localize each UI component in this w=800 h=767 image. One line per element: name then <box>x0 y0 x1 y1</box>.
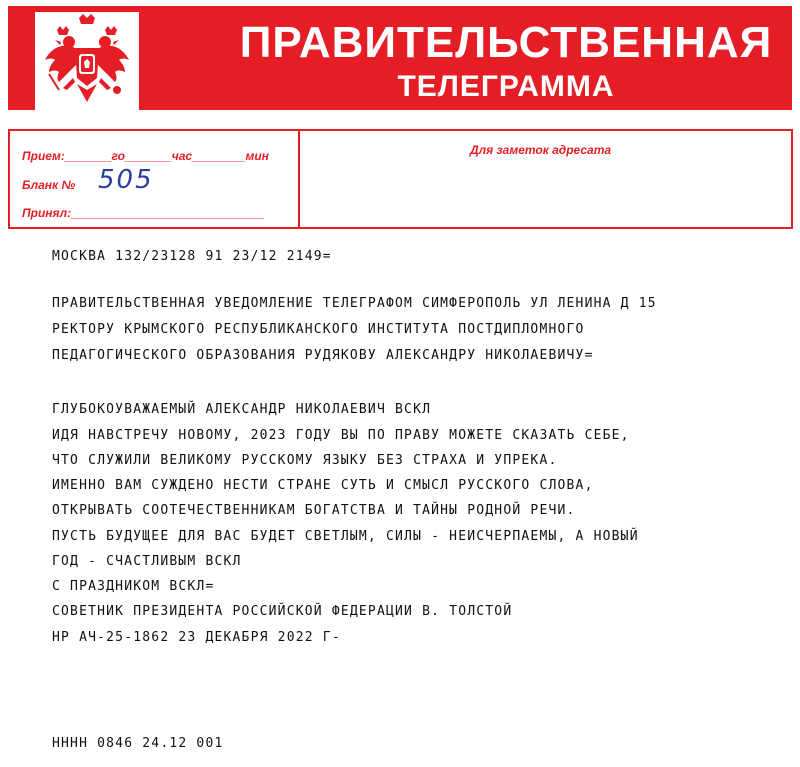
recipient-notes-label: Для заметок адресата <box>470 143 612 157</box>
telegram-body-line: ИДЯ НАВСТРЕЧУ НОВОМУ, 2023 ГОДУ ВЫ ПО ПРАВУ МОЖЕТЕ СКАЗАТЬ СЕБЕ, <box>52 428 630 443</box>
telegram-header <box>8 6 792 110</box>
telegram-title: ПРАВИТЕЛЬСТВЕННАЯ <box>239 18 773 67</box>
telegram-signature-line: СОВЕТНИК ПРЕЗИДЕНТА РОССИЙСКОЙ ФЕДЕРАЦИИ В. ТОЛСТОЙ <box>52 604 513 619</box>
blank-number-value: 505 <box>98 165 154 195</box>
double-headed-eagle-icon <box>35 12 139 110</box>
telegram-body-line: ПУСТЬ БУДУЩЕЕ ДЛЯ ВАС БУДЕТ СВЕТЛЫМ, СИЛЫ - НЕИСЧЕРПАЕМЫ, А НОВЫЙ <box>52 529 639 544</box>
telegram-service-footer: НННН 0846 24.12 001 <box>52 736 224 751</box>
blank-number-label: Бланк № <box>22 178 76 192</box>
telegram-body-line: С ПРАЗДНИКОМ ВСКЛ= <box>52 579 215 594</box>
telegram-body-line: ИМЕННО ВАМ СУЖДЕНО НЕСТИ СТРАНЕ СУТЬ И СМЫСЛ РУССКОГО СЛОВА, <box>52 478 594 493</box>
accepted-by-field: Принял:_____________________________ <box>22 206 265 220</box>
telegram-body-line: ГОД - СЧАСТЛИВЫМ ВСКЛ <box>52 554 242 569</box>
telegram-body-line: ОТКРЫВАТЬ СООТЕЧЕСТВЕННИКАМ БОГАТСТВА И ТАЙНЫ РОДНОЙ РЕЧИ. <box>52 503 576 518</box>
telegram-address-line: ПЕДАГОГИЧЕСКОГО ОБРАЗОВАНИЯ РУДЯКОВУ АЛЕКСАНДРУ НИКОЛАЕВИЧУ= <box>52 348 594 363</box>
telegram-reference-line: НР АЧ-25-1862 23 ДЕКАБРЯ 2022 Г- <box>52 630 341 645</box>
reception-form <box>8 129 793 229</box>
telegram-body-line: ГЛУБОКОУВАЖАЕМЫЙ АЛЕКСАНДР НИКОЛАЕВИЧ ВСКЛ <box>52 402 432 417</box>
reception-fields <box>10 131 300 227</box>
telegram-routing-line: МОСКВА 132/23128 91 23/12 2149= <box>52 249 332 264</box>
telegram-subtitle: ТЕЛЕГРАММА <box>397 70 615 103</box>
telegram-address-line: РЕКТОРУ КРЫМСКОГО РЕСПУБЛИКАНСКОГО ИНСТИТУТА ПОСТДИПЛОМНОГО <box>52 322 585 337</box>
emblem-panel <box>35 12 139 110</box>
telegram-address-line: ПРАВИТЕЛЬСТВЕННАЯ УВЕДОМЛЕНИЕ ТЕЛЕГРАФОМ СИМФЕРОПОЛЬ УЛ ЛЕНИНА Д 15 <box>52 296 657 311</box>
received-time-field: Прием:_______го_______час________мин <box>22 149 269 163</box>
telegram-body-line: ЧТО СЛУЖИЛИ ВЕЛИКОМУ РУССКОМУ ЯЗЫКУ БЕЗ СТРАХА И УПРЕКА. <box>52 453 558 468</box>
